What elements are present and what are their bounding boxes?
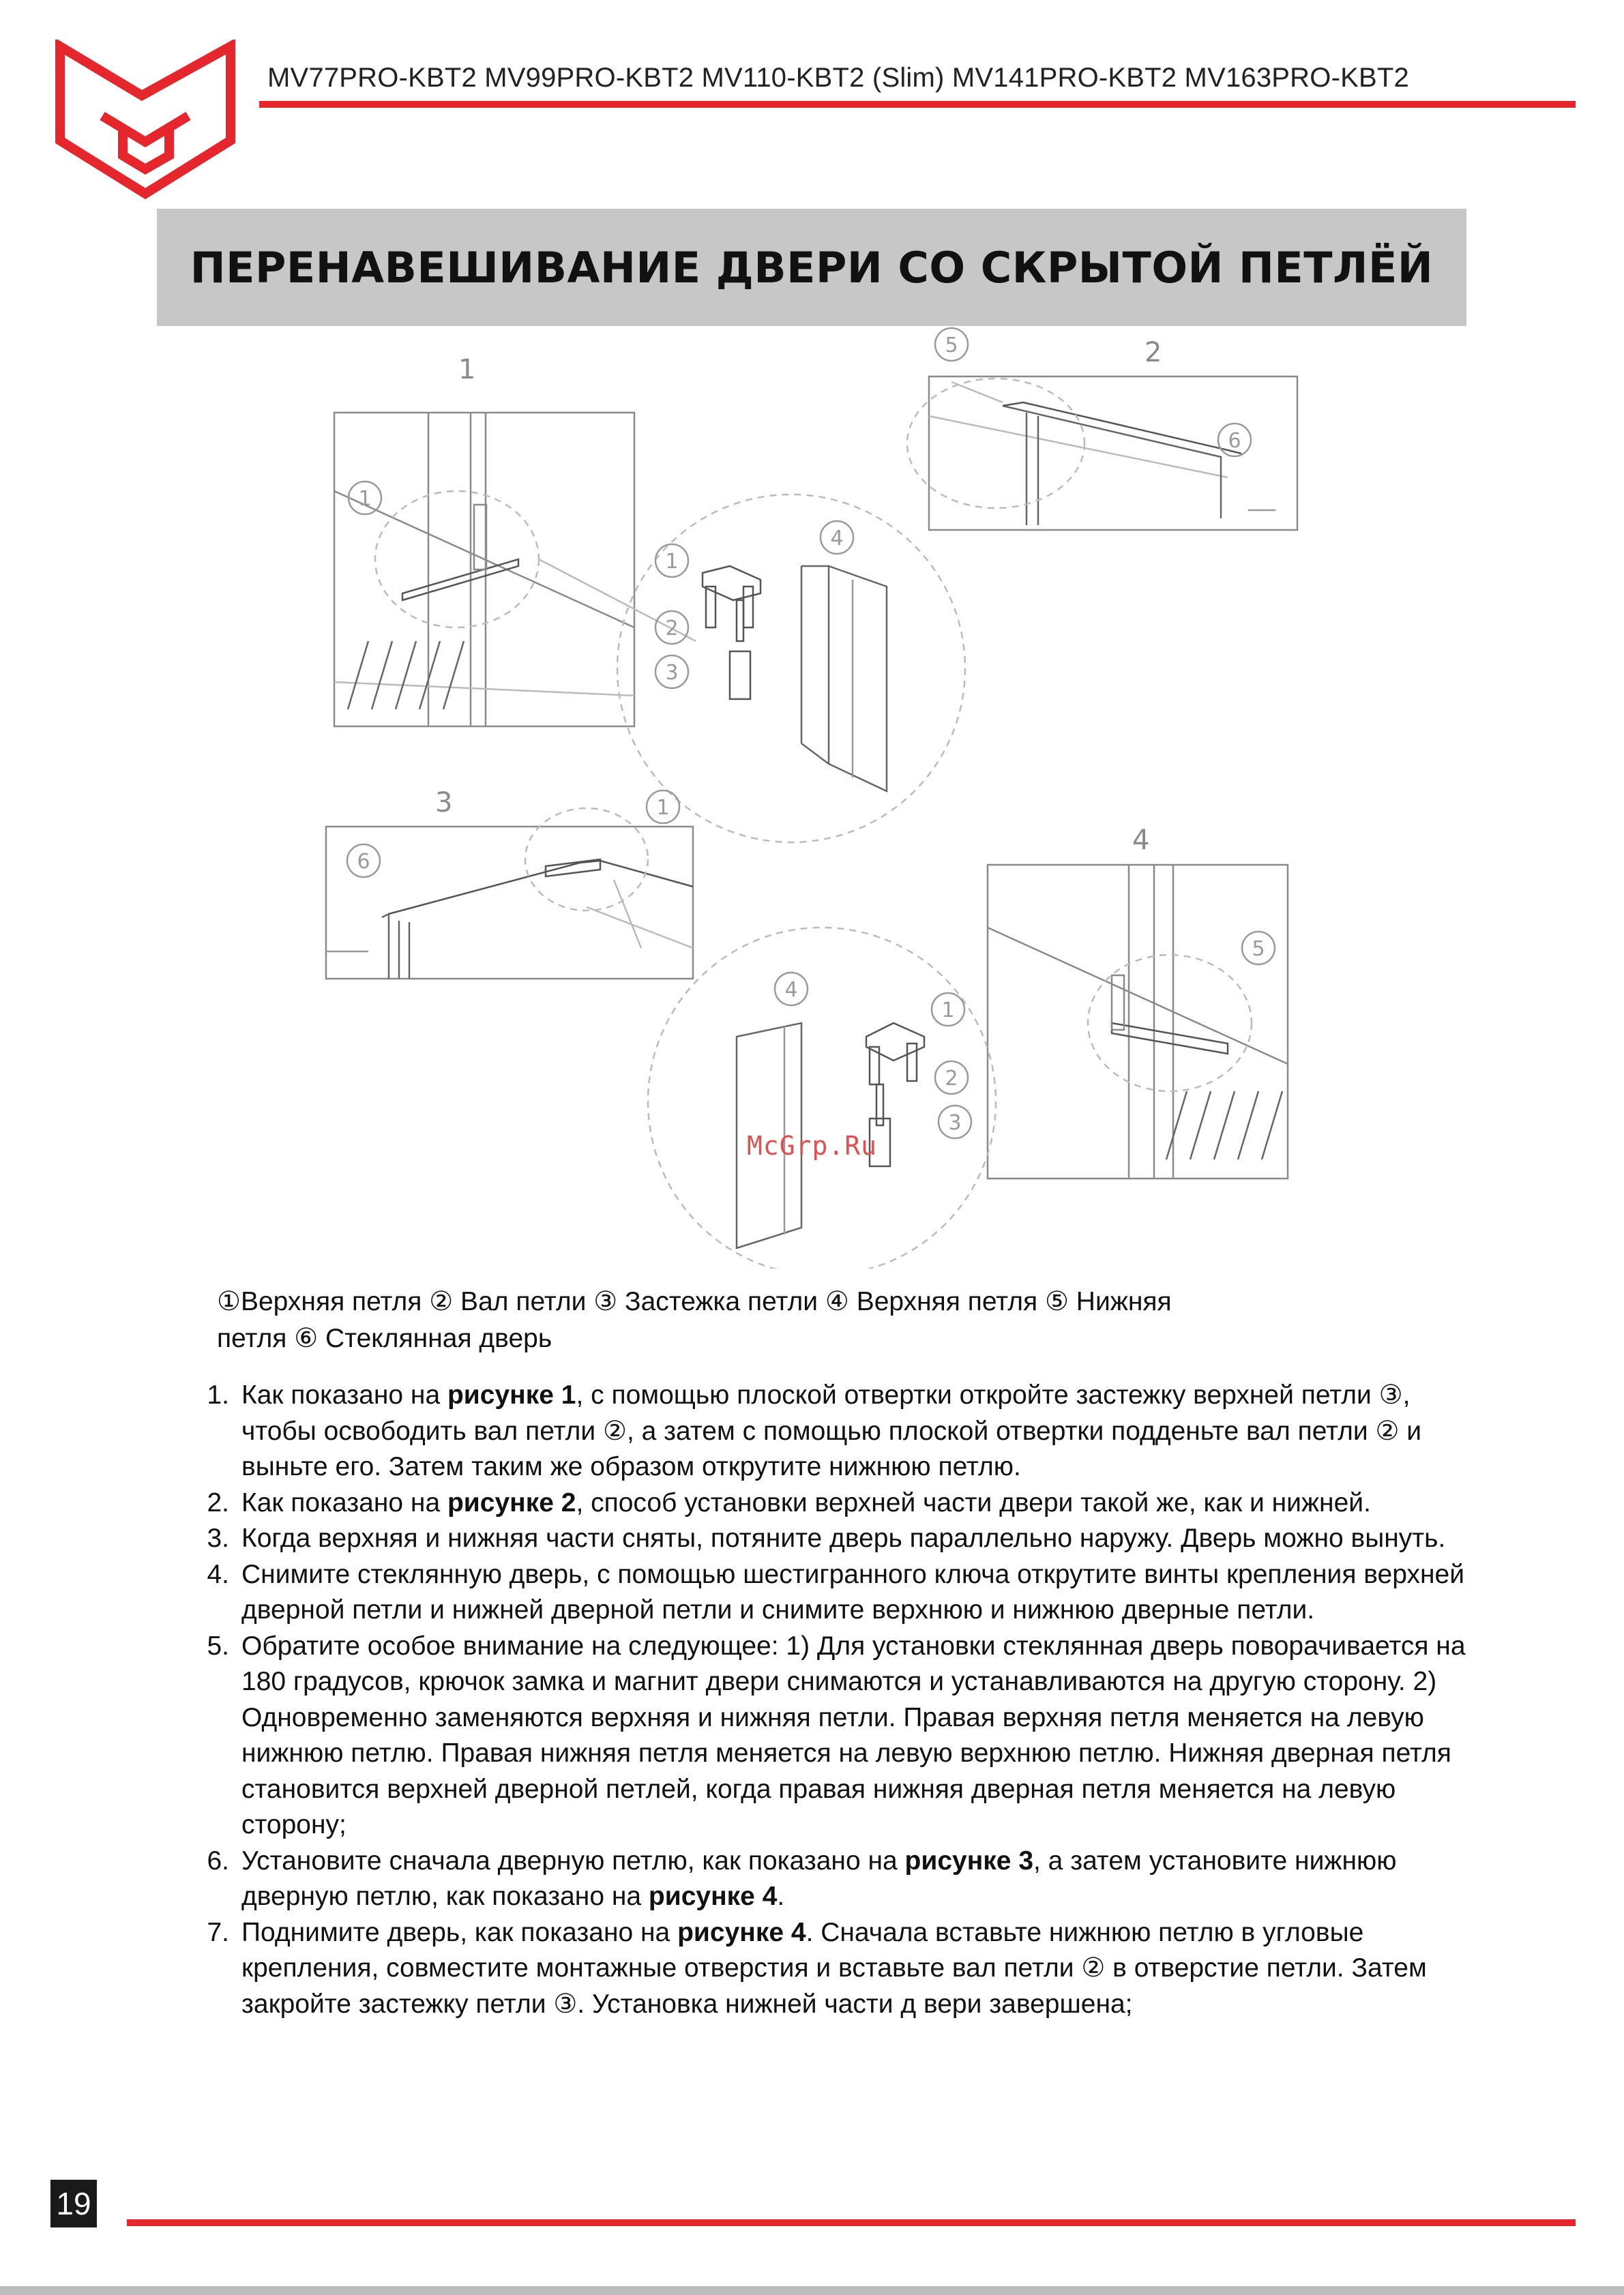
instruction-list <box>177 1378 1480 2022</box>
watermark: McGrp.Ru <box>747 1131 878 1161</box>
svg-text:2: 2 <box>665 617 679 640</box>
page-bottom-edge <box>0 2286 1624 2295</box>
figure-2-drawing <box>907 376 1297 530</box>
page-number: 19 <box>50 2180 97 2227</box>
step-2: 2. Как показано на рисунке 2, способ установки верхней части двери такой же, как и нижней. <box>177 1485 1480 1522</box>
step-3: 3. Когда верхняя и нижняя части сняты, потяните дверь параллельно наружу. Дверь можно вынуть. <box>177 1521 1480 1557</box>
footer-divider <box>127 2219 1576 2226</box>
step-4: 4. Снимите стеклянную дверь, с помощью шестигранного ключа открутите винты крепления верхней дверной петли и нижней дверной петли и снимите верхнюю и нижнюю дверные петли. <box>177 1557 1480 1629</box>
step-1: 1. Как показано на рисунке 1, с помощью плоской отвертки откройте застежку верхней петли ③, чтобы освободить вал петли ②, а затем с помощью плоской отвертки подденьте вал петли ② и выньте его. Затем таким же образом открутите нижнюю петлю. <box>177 1378 1480 1485</box>
step-6: 6. Установите сначала дверную петлю, как показано на рисунке 3, а затем установите нижнюю дверную петлю, как показано на рисунке 4. <box>177 1844 1480 1915</box>
step-number: 1. <box>207 1380 229 1410</box>
step-number: 4. <box>207 1559 229 1589</box>
svg-text:3: 3 <box>665 661 679 685</box>
step-number: 3. <box>207 1524 229 1553</box>
step-5: 5. Обратите особое внимание на следующее: 1) Для установки стеклянная дверь поворачивается на 180 градусов, крючок замка и магнит двери снимаются и устанавливаются на другую сторону. 2) Одновременно заменяются верхняя и нижняя петли. Правая верхняя петля меняется на левую нижнюю петлю. Правая нижняя петля меняется на левую верхнюю петлю. Нижняя дверная петля становится верхней дверной петлей, когда правая нижняя дверная петля меняется на левую сторону; <box>177 1629 1480 1844</box>
figure-label-3: 3 <box>435 787 453 818</box>
figure-label-1: 1 <box>458 354 476 385</box>
page-title: ПЕРЕНАВЕШИВАНИЕ ДВЕРИ СО СКРЫТОЙ ПЕТЛЁЙ <box>190 242 1434 293</box>
exploded-hinge-bottom <box>648 928 996 1269</box>
figure-1-drawing <box>334 413 696 726</box>
svg-text:6: 6 <box>357 850 370 874</box>
svg-text:2: 2 <box>945 1067 958 1091</box>
step-number: 6. <box>207 1846 229 1876</box>
step-number: 2. <box>207 1487 229 1517</box>
step-number: 5. <box>207 1631 229 1661</box>
figure-label-2: 2 <box>1145 337 1162 368</box>
figure-label-4: 4 <box>1132 825 1150 856</box>
svg-text:1: 1 <box>941 998 955 1022</box>
step-number: 7. <box>207 1917 229 1947</box>
svg-text:1: 1 <box>358 487 372 511</box>
svg-text:4: 4 <box>784 978 798 1002</box>
svg-text:1: 1 <box>656 796 670 820</box>
svg-text:6: 6 <box>1228 429 1241 453</box>
svg-text:4: 4 <box>830 527 844 550</box>
svg-text:1: 1 <box>665 550 679 574</box>
header-model-list: MV77PRO-KBT2 MV99PRO-KBT2 MV110-KBT2 (Slim) MV141PRO-KBT2 MV163PRO-KBT2 <box>267 63 1409 93</box>
step-7: 7. Поднимите дверь, как показано на рисунке 4. Сначала вставьте нижнюю петлю в угловые крепления, совместите монтажные отверстия и вставьте вал петли ② в отверстие петли. Затем закройте застежку петли ③. Установка нижней части д вери завершена; <box>177 1915 1480 2023</box>
figure-3-drawing <box>326 808 693 979</box>
svg-text:3: 3 <box>948 1111 962 1135</box>
svg-text:5: 5 <box>945 334 958 357</box>
svg-text:5: 5 <box>1252 937 1265 961</box>
legend <box>217 1284 1376 1357</box>
legend-line-2: петля ⑥ Стеклянная дверь <box>217 1324 552 1353</box>
figure-4-drawing <box>988 865 1288 1179</box>
legend-line-1: ①Верхняя петля ② Вал петли ③ Застежка петли ④ Верхняя петля ⑤ Нижняя <box>217 1287 1172 1316</box>
